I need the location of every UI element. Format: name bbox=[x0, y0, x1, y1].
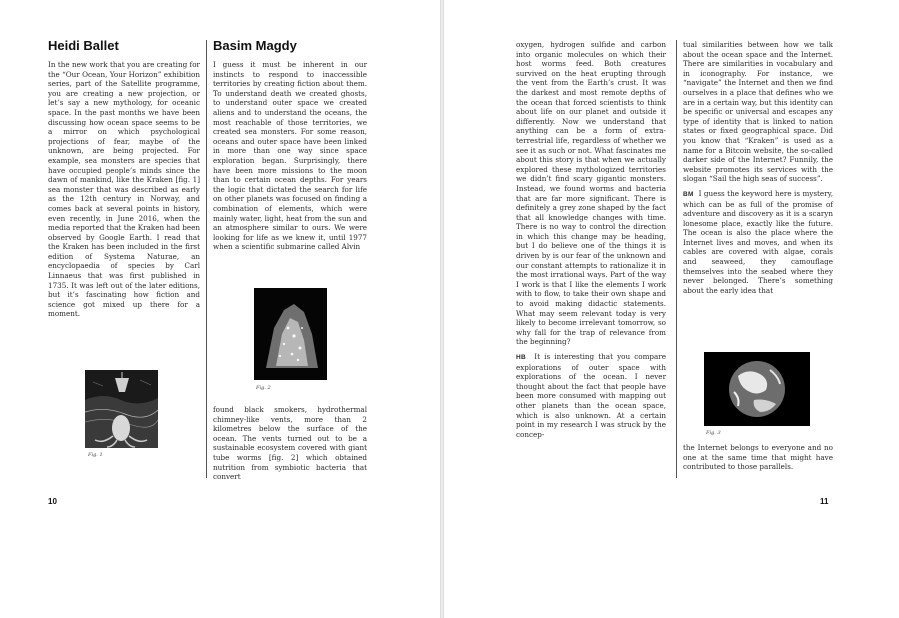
paragraph-heidi-ballet: In the new work that you are creating for the “Our Ocean, Your Horizon” exhibition series, part of the Satellite programme, you are creating a new projection, or let’s say a new mythology, for oceanic space. In the past months we have been discussing how ocean space seems to be a mirror on which psychological projections of fear, maybe of the unknown, are being projected. For example, sea monsters are species that have occupied people’s minds since the dawn of mankind, like the Kraken [fig. 1] sea monster that was described as early as the 12th century in Norway, and comes back at several points in history, even recently, in June 2016, when the media reported that the Kraken had been observed by Google Earth. I read that the Kraken has been included in the first edition of Systema Naturae, an encyclopaedia of species by Carl Linnaeus that was first published in 1735. It was left out of the later editions, but it’s fascinating how fiction and science got mixed up there for a moment. bbox=[48, 60, 200, 319]
column-basim-magdy-continued bbox=[213, 405, 367, 482]
left-page bbox=[0, 0, 440, 618]
paragraph-bm-text: I guess the keyword here is mystery, which can be as full of the promise of adventure and discovery as it is a scaryn lonesome place, exactly like the future. The ocean is also the place where the Internet lives and moves, and when its cables are covered with algae, corals and seaweed, they camouflage themselves into the seabed where they never belonged. There’s something about the early idea that bbox=[683, 188, 833, 295]
speaker-initials-hb: HB bbox=[516, 354, 526, 361]
earth-globe-icon bbox=[704, 352, 810, 426]
paragraph-bm bbox=[683, 189, 833, 296]
column-heidi-ballet bbox=[48, 38, 200, 319]
figure-3-earth-from-space bbox=[704, 352, 810, 426]
figure-1-caption: Fig. 1 bbox=[88, 452, 103, 458]
figure-1-kraken-engraving bbox=[85, 370, 158, 448]
page-number-right: 11 bbox=[820, 497, 829, 506]
speaker-heading-basim-magdy: Basim Magdy bbox=[213, 38, 297, 53]
paragraph-hb bbox=[516, 352, 666, 439]
paragraph-basim-magdy-bottom: found black smokers, hydrothermal chimney-like vents, more than 2 kilometres below the surface of the ocean. The vents turned out to be a sustainable ecosystem covered with giant tube worms [fig. 2] which obtained nutrition from symbiotic bacteria that convert bbox=[213, 405, 367, 482]
speaker-initials-bm: BM bbox=[683, 190, 694, 198]
column-right-second bbox=[683, 40, 833, 295]
column-basim-magdy bbox=[213, 38, 367, 252]
page-number-left: 10 bbox=[48, 497, 57, 506]
paragraph-basim-magdy-top: I guess it must be inherent in our instincts to respond to inaccessible territories by creating fiction about them. To understand death we created ghosts, to understand outer space we created aliens and to understand the oceans, the most reachable of those territories, we created sea monsters. For some reason, oceans and outer space have been linked in more than one way since space exploration began. Surprisingly, there have been more missions to the moon than to certain ocean depths. For years the logic that dictated the search for life on other planets was focused on finding a combination of elements, which were mainly water, light, heat from the sun and an atmosphere similar to ours. We were looking for life as we knew it, until 1977 when a scientific submarine called Alvin bbox=[213, 60, 367, 252]
paragraph-basim-magdy-continued: oxygen, hydrogen sulfide and carbon into organic molecules on which their host worms feed. Both creatures survived on the heat erupting through the vent from the Earth’s crust. It was the darkest and most remote depths of the ocean that forced scientists to think about life on our planet and outside it differently. Now we understand that anything can be a form of extra-terrestrial life, regardless of whether we see it as such or not. What fascinates me about this story is that when we actually explored these mythologized territories we didn’t find scary gigantic monsters. Instead, we found worms and bacteria that are far more significant. There is definitely a grey zone shaped by the fact that all knowledge changes with time. There is no way to control the direction in which this change may be heading, but I do believe one of the things it is driven by is our fear of the unknown and our constant attempts to rationalize it in the most irrational ways. Part of the way I work is that I like the elements I work with to flow, to take their own shape and to avoid making didactic statements. What may seem relevant today is very likely to become irrelevant tomorrow, so why fall for the trap of relevance from the beginning? bbox=[516, 40, 666, 347]
paragraph-right-second-top: tual similarities between how we talk about the ocean space and the Internet. There are similarities in vocabulary and in iconography. For instance, we “navigate” the Internet and then we find ourselves in a place that defines who we are in a certain way, but this identity can be specific or universal and escapes any type of identity that is linked to nation states or fixed geographical space. Did you know that “Kraken” is used as a name for a Bitcoin website, the so-called darker side of the Internet? Funnily, the website promotes its services with the slogan “Sail the high seas of success”. bbox=[683, 40, 833, 184]
column-divider bbox=[206, 40, 207, 478]
figure-2-caption: Fig. 2 bbox=[256, 385, 271, 391]
paragraph-hb-text: It is interesting that you compare explorations of outer space with explorations of the ocean. I never thought about the fact that people have been more consumed with mapping out other planets than the ocean space, which is also unknown. At a certain point in my research I was struck by the concep- bbox=[516, 352, 666, 439]
figure-3-caption: Fig. 3 bbox=[706, 430, 721, 436]
column-divider-right bbox=[676, 40, 677, 478]
column-right-second-continued bbox=[683, 443, 833, 472]
column-right-first bbox=[516, 40, 666, 439]
right-page bbox=[444, 0, 899, 618]
tube-worms-photo-icon bbox=[254, 288, 327, 380]
speaker-heading-heidi-ballet: Heidi Ballet bbox=[48, 38, 119, 53]
figure-2-tube-worms-photo bbox=[254, 288, 327, 380]
kraken-illustration-icon bbox=[85, 370, 158, 448]
paragraph-right-second-bottom: the Internet belongs to everyone and no one at the same time that might have contributed to those parallels. bbox=[683, 443, 833, 472]
